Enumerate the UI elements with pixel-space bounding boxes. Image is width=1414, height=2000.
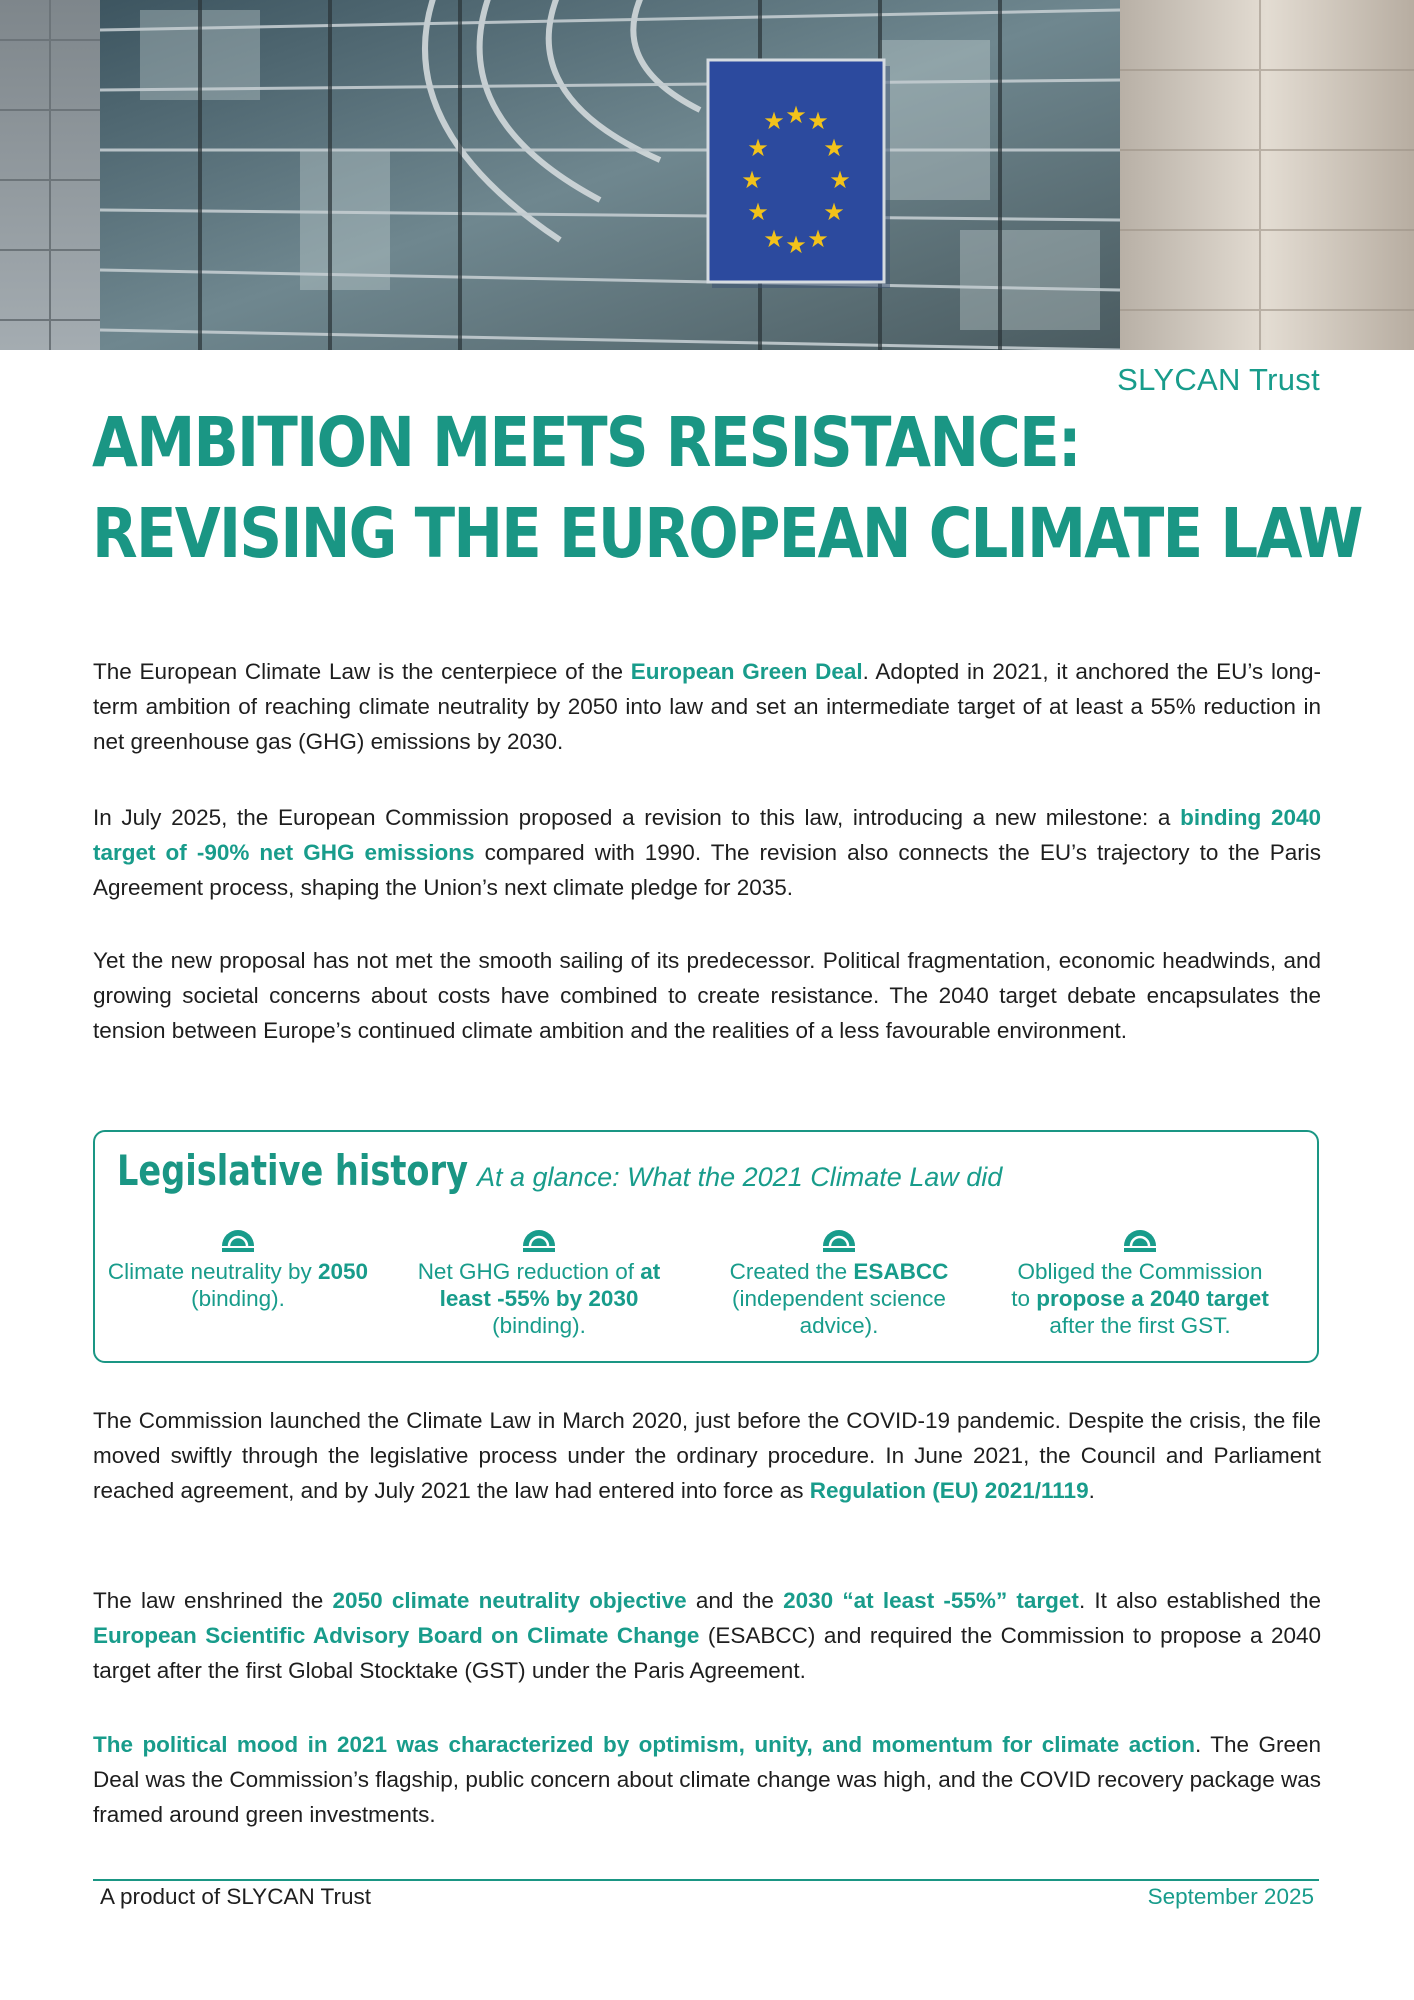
highlight-2030-target: 2030 “at least -55%” target xyxy=(783,1588,1079,1613)
highlight-political-mood: The political mood in 2021 was characterized by optimism, unity, and momentum for climate action xyxy=(93,1732,1195,1757)
svg-text:★: ★ xyxy=(785,101,807,129)
landmark-icon xyxy=(821,1224,857,1254)
highlight-european-green-deal: European Green Deal xyxy=(630,659,863,684)
svg-text:★: ★ xyxy=(829,166,851,194)
landmark-icon xyxy=(521,1224,557,1254)
footer-date: September 2025 xyxy=(1147,1884,1314,1909)
svg-text:★: ★ xyxy=(785,231,807,259)
svg-text:★: ★ xyxy=(763,225,785,253)
landmark-icon xyxy=(1122,1224,1158,1254)
highlight-esabcc: European Scientific Advisory Board on Climate Change xyxy=(93,1623,700,1648)
page-title xyxy=(92,398,1362,580)
history-paragraph-2: The law enshrined the 2050 climate neutrality objective and the 2030 “at least -55%” target. It also established the European Scientific Advisory Board on Climate Change (ESABCC) and required the Commission to propose a 2040 target after the first Global Stocktake (GST) under the Paris Agreement. xyxy=(93,1588,1322,1683)
landmark-icon xyxy=(220,1224,256,1254)
fact-item-4: Obliged the Commission to propose a 2040 target after the first GST. xyxy=(1007,1224,1273,1339)
intro-paragraph-3: Yet the new proposal has not met the smooth sailing of its predecessor. Political fragmentation, economic headwinds, and growing societal concerns about costs have combined to create resistance. The 2040 target debate encapsulates the tension between Europe’s continued climate ambition and the realities of a less favourable environment. xyxy=(93,948,1321,1043)
svg-text:★: ★ xyxy=(823,198,845,226)
legislative-history-title: Legislative history xyxy=(117,1146,468,1195)
history-paragraph-1: The Commission launched the Climate Law in March 2020, just before the COVID-19 pandemic. Despite the crisis, the file moved swiftly through the legislative process under the ordinary procedure. In June 2021, the Council and Parliament reached agreement, and by July 2021 the law had entered into force as Regulation (EU) 2021/1119. xyxy=(93,1408,1321,1503)
intro-paragraph-2: In July 2025, the European Commission proposed a revision to this law, introducing a new milestone: a binding 2040 target of -90% net GHG emissions compared with 1990. The revision also connects the EU’s trajectory to the Paris Agreement process, shaping the Union’s next climate pledge for 2035. xyxy=(93,805,1322,900)
organization-label: SLYCAN Trust xyxy=(1117,362,1320,397)
hero-photo xyxy=(0,0,1414,350)
intro-paragraph-1: The European Climate Law is the centerpiece of the European Green Deal. Adopted in 2021, it anchored the EU’s long-term ambition of reaching climate neutrality by 2050 into law and set an intermediate target of at least a 55% reduction in net greenhouse gas (GHG) emissions by 2030. xyxy=(93,659,1321,754)
fact-item-2: Net GHG reduction of at least -55% by 2030 (binding). xyxy=(406,1224,672,1339)
svg-text:★: ★ xyxy=(747,134,769,162)
footer-credit: A product of SLYCAN Trust xyxy=(100,1884,371,1909)
eu-flag-icon xyxy=(708,60,890,288)
highlight-2040-target: binding 2040 target of -90% net GHG emissions xyxy=(93,805,1322,865)
svg-text:★: ★ xyxy=(823,134,845,162)
legislative-history-box xyxy=(93,1130,1319,1363)
footer-divider xyxy=(93,1879,1319,1881)
svg-text:★: ★ xyxy=(807,107,829,135)
fact-item-1: Climate neutrality by 2050 (binding). xyxy=(105,1224,371,1312)
title-line-1: AMBITION MEETS RESISTANCE: xyxy=(92,403,1080,483)
svg-text:★: ★ xyxy=(763,107,785,135)
legislative-history-subtitle: At a glance: What the 2021 Climate Law did xyxy=(477,1162,1003,1192)
svg-text:★: ★ xyxy=(807,225,829,253)
fact-item-3: Created the ESABCC (independent science advice). xyxy=(706,1224,972,1339)
highlight-2050-objective: 2050 climate neutrality objective xyxy=(332,1588,687,1613)
history-paragraph-3: The political mood in 2021 was characterized by optimism, unity, and momentum for climate action. The Green Deal was the Commission’s flagship, public concern about climate change was high, and the COVID recovery package was framed around green investments. xyxy=(93,1732,1321,1827)
title-line-2: REVISING THE EUROPEAN CLIMATE LAW xyxy=(92,494,1362,574)
highlight-regulation: Regulation (EU) 2021/1119 xyxy=(809,1478,1089,1503)
svg-text:★: ★ xyxy=(747,198,769,226)
svg-text:★: ★ xyxy=(741,166,763,194)
eu-parliament-facade-image xyxy=(0,0,1414,350)
